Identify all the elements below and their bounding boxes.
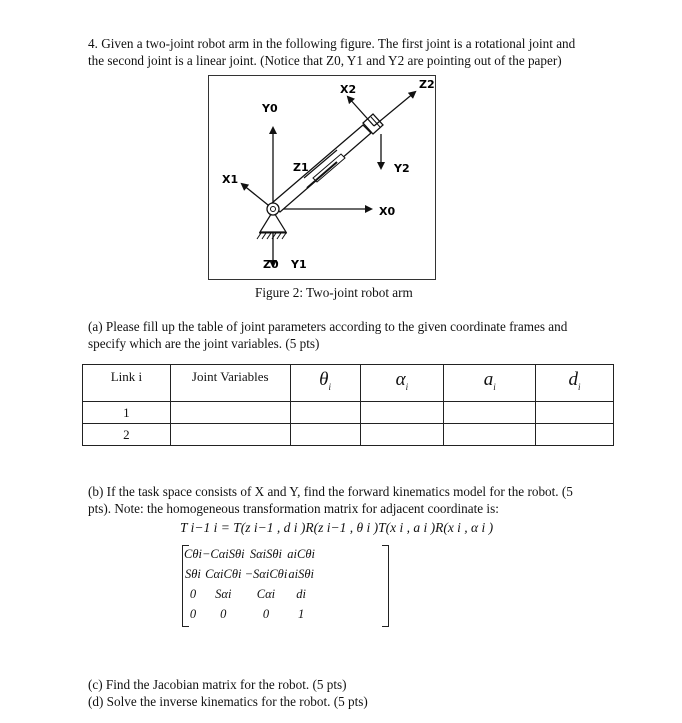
matrix-right-bracket [382,545,389,627]
matrix-cell: 0 [189,586,197,601]
label-y0: Y0 [262,102,278,115]
label-x1: X1 [222,173,239,186]
question-intro: 4. Given a two-joint robot arm in the following figure. The first joint is a rotational joint and the second joint is a linear joint. (Notice that Z0, Y1 and Y2 are pointing out of the paper) [88,36,576,68]
cell-link: 2 [83,424,171,446]
cell-alpha[interactable] [360,402,444,424]
matrix-cell: di [296,586,306,601]
cell-joint-variables[interactable] [170,402,290,424]
robot-arm-figure [208,75,436,280]
x2-axis [348,97,374,126]
matrix-cell: 0 [189,606,197,621]
z2-axis [374,92,415,126]
cell-a[interactable] [444,402,536,424]
label-z1: Z1 [293,161,309,174]
label-y2: Y2 [394,162,410,175]
table-header-row [83,365,614,402]
cell-alpha[interactable] [360,424,444,446]
matrix-row [184,544,315,564]
matrix-cell: Sαi [215,586,232,601]
header-a: $a_i$ [444,365,536,402]
figure-caption: Figure 2: Two-joint robot arm [255,285,413,300]
label-z2: Z2 [419,78,435,91]
matrix-cell: aiCθi [287,546,315,561]
matrix-cell: 1 [298,606,305,621]
matrix-cell: 0 [220,606,227,621]
ground-hatch [257,233,287,239]
transformation-equation: T i−1 i = T(z i−1 , d i )R(z i−1 , θ i )T(x i , a i )R(x i , α i ) [180,520,494,535]
arm-link [272,125,371,212]
joint-parameter-table [82,364,614,446]
header-joint-variables: Joint Variables [170,365,290,402]
label-x2: X2 [340,83,357,96]
header-alpha: $\alpha_i$ [360,365,444,402]
matrix-row [184,564,315,584]
matrix-cell: 0 [262,606,270,621]
matrix-cell: Sθi [185,566,201,581]
part-b-text: (b) If the task space consists of X and Y, find the forward kinematics model for the robot. (5 pts). Note: the homogeneous transformation matrix for adjacent coordinate is: [88,484,573,516]
matrix-cell: Cθi [184,546,202,561]
part-c-text: (c) Find the Jacobian matrix for the robot. (5 pts) [88,677,347,692]
label-y1: Y1 [291,258,307,271]
matrix-cell: CαiCθi [205,566,242,581]
matrix-cell: −CαiSθi [201,546,245,561]
matrix-row [184,584,315,604]
label-z0: Z0 [263,258,279,271]
matrix-cell: SαiSθi [249,546,283,561]
header-d: $d_i$ [536,365,614,402]
label-x0: X0 [379,205,396,218]
cell-a[interactable] [444,424,536,446]
cell-d[interactable] [536,424,614,446]
cell-link: 1 [83,402,171,424]
table-row [83,402,614,424]
table-row [83,424,614,446]
cell-joint-variables[interactable] [170,424,290,446]
header-theta: $\theta_i$ [290,365,360,402]
matrix-cell: Cαi [256,586,276,601]
robot-arm-diagram [209,76,437,281]
matrix-cell: aiSθi [288,566,314,581]
matrix-row [184,604,315,624]
part-a-text: (a) Please fill up the table of joint parameters according to the given coordinate frames and specify which are the joint variables. (5 pts) [88,319,568,351]
header-link: Link i [83,365,171,402]
cell-d[interactable] [536,402,614,424]
part-d-text: (d) Solve the inverse kinematics for the robot. (5 pts) [88,694,368,709]
cell-theta[interactable] [290,424,360,446]
cell-theta[interactable] [290,402,360,424]
matrix-cell: −SαiCθi [244,566,288,581]
